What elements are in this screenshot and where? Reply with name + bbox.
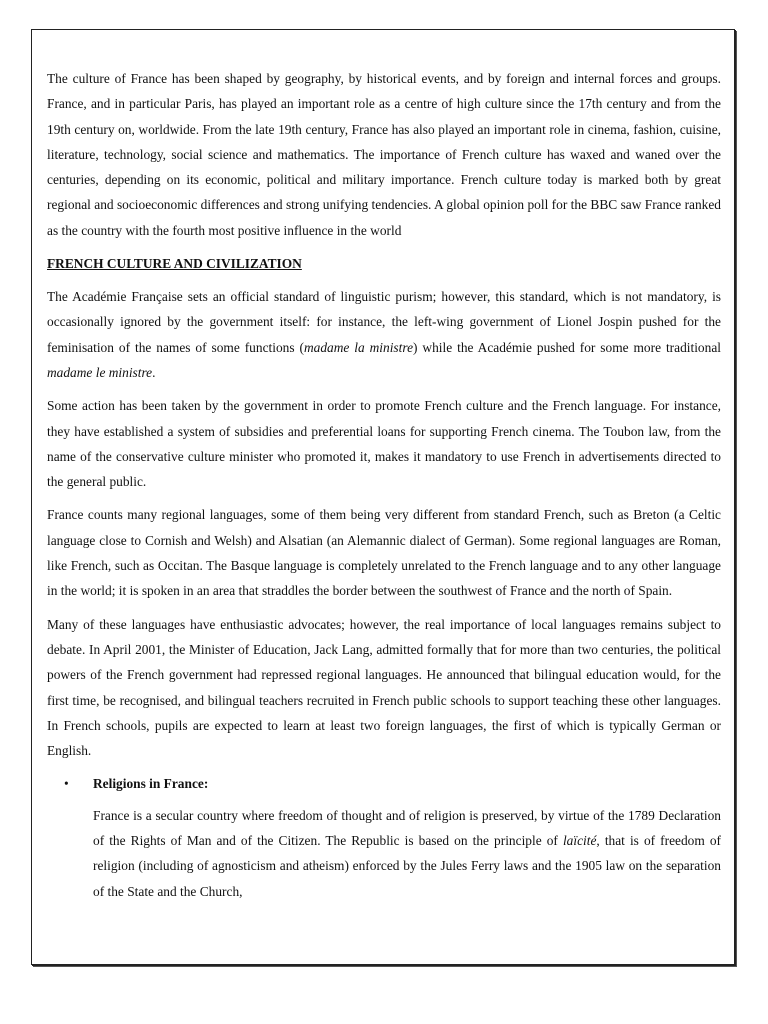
regional-languages-paragraph: France counts many regional languages, some of them being very different from standard French, such as Breton (a Celtic language close to Cornish and Welsh) and Alsatian (an Alemannic dialect of German). Some regional languages are Roman, like French, such as Occitan. The Basque language is completely unrelated to the French language and to any other language in the world; it is spoken in an area that straddles the border between the southwest of France and the north of Spain. <box>47 507 721 599</box>
intro-paragraph: The culture of France has been shaped by geography, by historical events, and by foreign and internal forces and groups. France, and in particular Paris, has played an important role as a centre of high culture since the 17th century and from the 19th century on, worldwide. From the late 19th century, France has also played an important role in cinema, fashion, cuisine, literature, technology, social science and mathematics. The importance of French culture has waxed and waned over the centuries, depending on its economic, political and military importance. French culture today is marked both by great regional and socioeconomic differences and strong unifying tendencies. A global opinion poll for the BBC saw France ranked as the country with the fourth most positive influence in the world <box>47 71 721 238</box>
document-body <box>47 66 721 912</box>
religion-text-2: , that is of freedom of religion (including of agnosticism and atheism) enforced by the Jules Ferry laws and the 1905 law on the separation of the State and the Church, <box>93 833 721 899</box>
bullet-item-religions <box>47 771 721 796</box>
religion-text-1: France is a secular country where freedom of thought and of religion is preserved, by virtue of the 1789 Declaration of the Rights of Man and of the Citizen. The Republic is based on the principle of <box>93 807 721 849</box>
religion-paragraph <box>93 803 721 904</box>
academie-italic-2: madame le ministre <box>47 364 153 380</box>
academie-text-1: The Académie Française sets an official standard of linguistic purism; however, this standard, which is not mandatory, is occasionally ignored by the government itself: for instance, the left-wing government of Lionel Jospin pushed for the feminisation of the names of some functions ( <box>47 289 721 355</box>
bullet-label: Religions in France: <box>93 776 209 792</box>
language-advocates-paragraph: Many of these languages have enthusiastic advocates; however, the real importance of local languages remains subject to debate. In April 2001, the Minister of Education, Jack Lang, admitted formally that for more than two centuries, the political powers of the French government had repressed regional languages. He announced that bilingual education would, for the first time, be recognised, and bilingual teachers recruited in French public schools to support teaching these other languages. In French schools, pupils are expected to learn at least two foreign languages, the first of which is typically German or English. <box>47 616 721 759</box>
section-heading: FRENCH CULTURE AND CIVILIZATION <box>47 256 302 272</box>
government-action-paragraph: Some action has been taken by the government in order to promote French culture and the French language. For instance, they have established a system of subsidies and preferential loans for supporting French cinema. The Toubon law, from the name of the conservative culture minister who promoted it, makes it mandatory to use French in advertisements directed to the general public. <box>47 398 721 490</box>
bullet-icon: • <box>64 776 69 792</box>
academie-paragraph <box>47 284 721 385</box>
academie-text-3: . <box>152 364 156 380</box>
academie-italic-1: madame la ministre <box>303 339 414 355</box>
academie-text-2: ) while the Académie pushed for some more traditional <box>413 339 721 355</box>
religion-italic-1: laïcité <box>562 833 597 849</box>
